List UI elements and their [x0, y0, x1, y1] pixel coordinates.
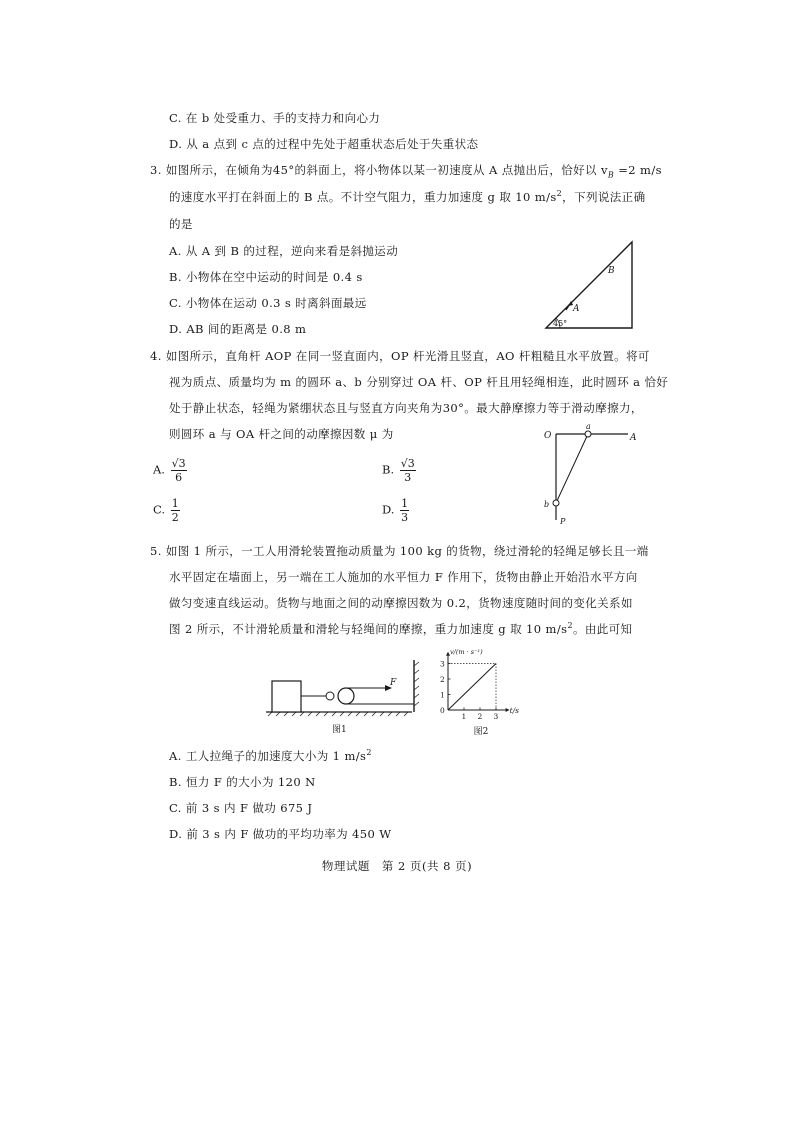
- prev-option-c: C. 在 b 处受重力、手的支持力和向心力: [169, 111, 381, 125]
- q4-option-a-denominator: 6: [175, 471, 183, 484]
- q3-option-a[interactable]: A. 从 A 到 B 的过程，逆向来看是斜抛运动: [169, 244, 399, 258]
- q4-stem-line1: 4. 如图所示，直角杆 AOP 在同一竖直面内，OP 杆光滑且竖直，AO 杆粗糙且水平放置。将可: [150, 349, 650, 363]
- incline-triangle: [546, 242, 632, 328]
- q5-figure-1: [264, 660, 424, 740]
- pulley: [338, 688, 354, 704]
- y-tick-label: 3: [440, 659, 445, 669]
- q4-option-c-label: C.: [153, 502, 166, 517]
- q4-option-d-fraction: [400, 497, 409, 524]
- q4-rod-figure: [540, 424, 650, 534]
- q4-option-b[interactable]: [382, 457, 416, 484]
- ring-a: [585, 431, 591, 437]
- q3-line2-superscript: 2: [556, 189, 563, 199]
- q5-option-b[interactable]: B. 恒力 F 的大小为 120 N: [169, 775, 316, 789]
- x-tick-label: 2: [477, 712, 483, 721]
- label-A: A: [630, 433, 637, 443]
- q5-line4-tail: 。由此可知: [572, 622, 633, 636]
- q4-option-a-numerator: √3: [171, 457, 186, 470]
- label-P: P: [560, 517, 566, 526]
- q5-stem-line4: [169, 621, 632, 637]
- series-line: [448, 664, 496, 711]
- label-a: A: [573, 304, 580, 314]
- q4-option-b-denominator: 3: [404, 471, 412, 484]
- q4-option-b-numerator: √3: [400, 457, 415, 470]
- hook-loop: [326, 692, 334, 700]
- q4-option-c[interactable]: [153, 497, 180, 524]
- q4-stem-line4: 则圆环 a 与 OA 杆之间的动摩擦因数 μ 为: [169, 427, 394, 441]
- q4-stem-line2: 视为质点、质量均为 m 的圆环 a、b 分别穿过 OA 杆、OP 杆且用轻绳相连，此时圆环 a 恰好: [169, 375, 669, 389]
- q4-option-c-numerator: 1: [171, 497, 179, 510]
- q5-stem-line1: 5. 如图 1 所示，一工人用滑轮装置拖动质量为 100 kg 的货物，绕过滑轮的轻绳足够长且一端: [150, 544, 649, 558]
- q5-line4-superscript: 2: [567, 621, 573, 631]
- q5-option-a-superscript: 2: [366, 748, 372, 758]
- wall-hatch: [414, 662, 419, 706]
- prev-option-d: D. 从 a 点到 c 点的过程中先处于超重状态后处于失重状态: [169, 137, 479, 151]
- label-b-ring: b: [544, 500, 550, 509]
- q4-option-d-denominator: 3: [401, 511, 409, 524]
- q3-option-c[interactable]: C. 小物体在运动 0.3 s 时离斜面最远: [169, 296, 367, 310]
- q3-stem-line2: [169, 189, 645, 205]
- q3-line1-text: 3. 如图所示，在倾角为45°的斜面上，将小物体以某一初速度从 A 点抛出后，恰好以 v: [150, 163, 608, 177]
- q5-option-c[interactable]: C. 前 3 s 内 F 做功 675 J: [169, 801, 313, 815]
- q5-stem-line3: 做匀变速直线运动。货物与地面之间的动摩擦因数为 0.2，货物速度随时间的变化关系如: [169, 596, 633, 610]
- q3-line1-tail: =2 m/s: [614, 163, 662, 177]
- q4-option-d-numerator: 1: [401, 497, 409, 510]
- origin-label: 0: [440, 706, 445, 715]
- q5-option-a-text: A. 工人拉绳子的加速度大小为 1 m/s: [169, 749, 367, 763]
- x-tick-label: 1: [461, 712, 467, 721]
- q3-line1-subscript: B: [607, 170, 615, 180]
- q4-option-b-label: B.: [382, 462, 395, 477]
- q4-option-a-label: A.: [153, 462, 165, 477]
- q3-stem-line1: [150, 162, 662, 179]
- q5-line4-text: 图 2 所示，不计滑轮质量和滑轮与轻绳间的摩擦，重力加速度 g 取 10 m/s: [169, 622, 568, 636]
- q4-option-a[interactable]: [153, 457, 187, 484]
- q4-option-c-denominator: 2: [171, 511, 179, 524]
- q3-option-d[interactable]: D. AB 间的距离是 0.8 m: [169, 322, 307, 336]
- q3-incline-figure: [540, 238, 640, 333]
- force-label: F: [390, 678, 397, 688]
- q4-option-b-fraction: [400, 457, 416, 484]
- q4-option-c-fraction: [171, 497, 180, 524]
- q4-option-a-fraction: [171, 457, 187, 484]
- ring-b: [553, 500, 559, 506]
- q4-stem-line3: 处于静止状态，轻绳为紧绷状态且与竖直方向夹角为30°。最大静摩擦力等于滑动摩擦力，: [169, 401, 643, 415]
- q4-option-d[interactable]: [382, 497, 409, 524]
- q3-option-b[interactable]: B. 小物体在空中运动的时间是 0.4 s: [169, 270, 363, 284]
- label-a-ring: a: [586, 422, 591, 431]
- q5-option-d[interactable]: D. 前 3 s 内 F 做功的平均功率为 450 W: [169, 827, 392, 841]
- q5-option-a[interactable]: [169, 748, 372, 764]
- q3-stem-line3: 的是: [169, 217, 193, 231]
- figure-1-caption: 图1: [332, 725, 347, 735]
- x-tick-label: 3: [493, 712, 499, 721]
- q3-line2-text: 的速度水平打在斜面上的 B 点。不计空气阻力，重力加速度 g 取 10 m/s: [169, 190, 557, 204]
- label-o: O: [544, 431, 552, 441]
- q4-option-d-label: D.: [382, 502, 395, 517]
- q5-vt-chart: [428, 646, 538, 738]
- y-tick-label: 1: [440, 690, 445, 700]
- y-tick-label: 2: [440, 675, 445, 684]
- figure-2-caption: 图2: [473, 727, 489, 737]
- q3-line2-tail: ，下列说法正确: [562, 190, 646, 204]
- angle-label: 45°: [553, 319, 568, 328]
- x-axis-label: t/s: [509, 706, 519, 715]
- light-rope: [556, 434, 588, 503]
- y-axis-label: v/(m · s⁻¹): [450, 647, 483, 656]
- q5-stem-line2: 水平固定在墙面上，另一端在工人施加的水平恒力 F 作用下，货物由静止开始沿水平方向: [169, 570, 638, 584]
- cargo-box: [272, 681, 301, 712]
- page-footer: 物理试题 第 2 页(共 8 页): [321, 859, 473, 873]
- label-b: B: [608, 266, 615, 276]
